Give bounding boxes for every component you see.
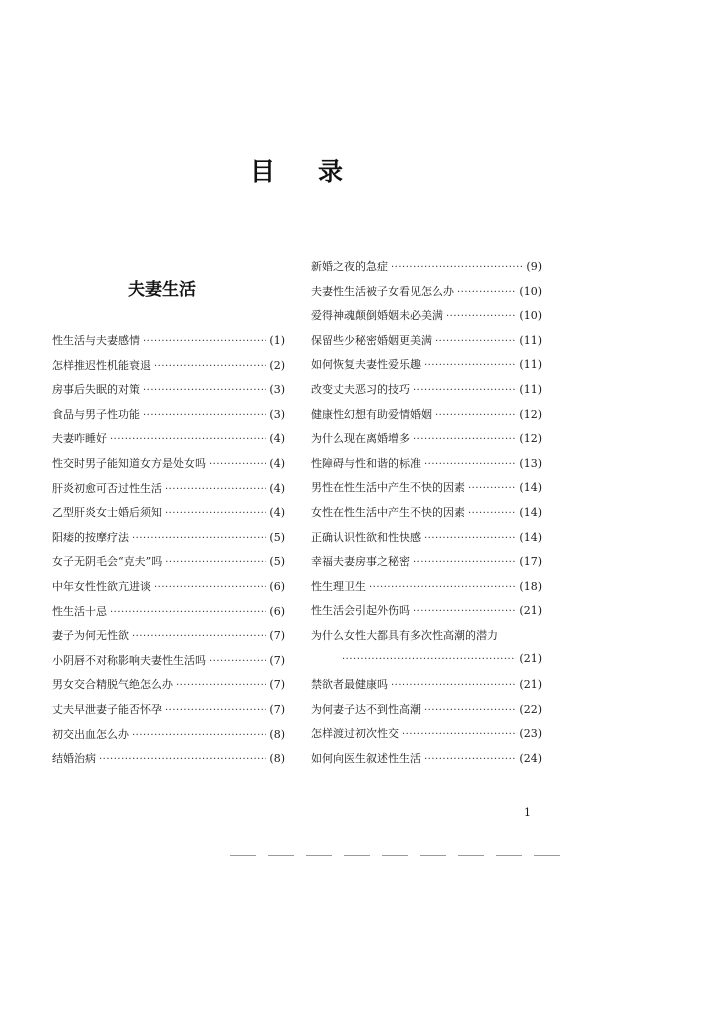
toc-entry[interactable] <box>311 406 542 431</box>
toc-left-column <box>52 332 285 775</box>
toc-entry-page: (18) <box>519 579 542 593</box>
dot-leader <box>402 729 516 740</box>
toc-entry-page: (8) <box>269 727 285 741</box>
toc-entry[interactable] <box>52 406 285 431</box>
dot-leader <box>209 459 266 470</box>
toc-entry-page: (14) <box>519 530 542 544</box>
toc-entry-page: (8) <box>269 752 285 766</box>
toc-entry-label: 房事后失眠的对策 <box>52 383 140 397</box>
toc-entry-label: 性生理卫生 <box>311 579 366 593</box>
dot-leader <box>413 385 516 396</box>
dot-leader <box>143 385 266 396</box>
dot-leader <box>165 508 266 519</box>
toc-entry-label: 保留些少秘密婚姻更美满 <box>311 333 432 347</box>
toc-entry-label: 阳痿的按摩疗法 <box>52 530 129 544</box>
toc-entry-page: (4) <box>269 456 285 470</box>
toc-entry-page: (17) <box>519 555 542 569</box>
toc-entry-page: (22) <box>519 702 542 716</box>
toc-entry-label: 如何恢复夫妻性爱乐趣 <box>311 358 421 372</box>
dot-leader <box>132 533 266 544</box>
toc-right-column <box>311 258 542 774</box>
dot-leader <box>143 410 266 421</box>
toc-entry-label: 夫妻性生活被子女看见怎么办 <box>311 284 454 298</box>
toc-entry-page: (10) <box>519 284 542 298</box>
toc-entry[interactable] <box>311 381 542 406</box>
toc-entry-label: 为什么女性大都具有多次性高潮的潜力 <box>311 628 498 642</box>
toc-entry-page: (11) <box>519 358 542 372</box>
toc-entry-page: (7) <box>269 629 285 643</box>
toc-entry[interactable] <box>52 381 285 406</box>
dot-leader <box>413 606 516 617</box>
toc-entry-label: 性生活会引起外伤吗 <box>311 604 410 618</box>
toc-entry-label: 改变丈夫恶习的技巧 <box>311 382 410 396</box>
toc-entry-continuation[interactable] <box>311 652 542 677</box>
toc-entry-page: (7) <box>269 678 285 692</box>
toc-entry-page: (2) <box>269 358 285 372</box>
toc-entry-page: (12) <box>519 432 542 446</box>
toc-entry-label: 女子无阴毛会“克夫”吗 <box>52 555 163 569</box>
toc-entry-label: 男性在性生活中产生不快的因素 <box>311 481 465 495</box>
dot-leader <box>424 533 516 544</box>
dot-leader <box>110 607 266 618</box>
toc-entry[interactable] <box>311 307 542 332</box>
toc-entry[interactable] <box>311 455 542 480</box>
dot-leader <box>424 360 516 371</box>
dot-leader <box>110 434 266 445</box>
toc-entry[interactable] <box>52 357 285 382</box>
toc-entry-page: (4) <box>269 506 285 520</box>
page-number: 1 <box>524 806 531 819</box>
toc-entry[interactable] <box>311 258 542 283</box>
toc-entry-label: 怎样渡过初次性交 <box>311 727 399 741</box>
dot-leader <box>391 680 516 691</box>
toc-entry-label: 性障碍与性和谐的标准 <box>311 456 421 470</box>
toc-entry-label: 爱得神魂颠倒婚姻未必美满 <box>311 309 443 323</box>
dot-leader <box>342 654 516 665</box>
toc-entry-page: (24) <box>519 751 542 765</box>
toc-entry-page: (6) <box>269 579 285 593</box>
page-title <box>0 152 714 192</box>
toc-entry[interactable] <box>311 504 542 529</box>
toc-entry-page: (3) <box>269 407 285 421</box>
toc-entry[interactable] <box>52 701 285 726</box>
dot-leader <box>457 287 516 298</box>
toc-entry-page: (21) <box>519 678 542 692</box>
toc-entry-label: 丈夫早泄妻子能否怀孕 <box>52 702 162 716</box>
toc-entry-label: 食品与男子性功能 <box>52 407 140 421</box>
toc-entry-label: 小阴唇不对称影响夫妻性生活吗 <box>52 653 206 667</box>
toc-entry-page: (23) <box>519 727 542 741</box>
toc-entry[interactable] <box>311 283 542 308</box>
dot-leader <box>424 705 516 716</box>
dot-leader <box>424 754 516 765</box>
toc-entry-label: 禁欲者最健康吗 <box>311 678 388 692</box>
toc-entry[interactable] <box>52 332 285 357</box>
toc-entry[interactable] <box>311 529 542 554</box>
toc-entry-page: (7) <box>269 653 285 667</box>
toc-entry-label: 中年女性性欲亢进谈 <box>52 579 151 593</box>
dot-leader <box>446 311 516 322</box>
section-heading: 夫妻生活 <box>128 280 196 300</box>
toc-entry[interactable] <box>311 430 542 455</box>
toc-entry[interactable] <box>52 726 285 751</box>
toc-entry-label: 为什么现在离婚增多 <box>311 432 410 446</box>
toc-entry-label: 初交出血怎么办 <box>52 727 129 741</box>
toc-entry-page: (1) <box>269 334 285 347</box>
dot-leader <box>435 336 516 347</box>
toc-entry[interactable] <box>311 479 542 504</box>
dot-leader <box>143 336 266 347</box>
toc-entry[interactable] <box>311 356 542 381</box>
toc-entry-page: (21) <box>519 604 542 618</box>
toc-entry-label: 夫妻咋睡好 <box>52 432 107 446</box>
toc-entry-page: (4) <box>269 481 285 495</box>
dot-leader <box>154 582 266 593</box>
toc-entry-label: 女性在性生活中产生不快的因素 <box>311 505 465 519</box>
dot-leader <box>165 705 266 716</box>
toc-entry-label: 乙型肝炎女士婚后须知 <box>52 506 162 520</box>
toc-entry[interactable] <box>52 455 285 480</box>
toc-entry-label: 结婚治病 <box>52 752 96 766</box>
toc-entry[interactable] <box>52 430 285 455</box>
toc-entry-label: 怎样推迟性机能衰退 <box>52 358 151 372</box>
dot-leader <box>435 410 516 421</box>
dot-leader <box>132 730 266 741</box>
dot-leader <box>176 680 266 691</box>
title-char-1: 目 <box>250 157 276 186</box>
toc-entry-label: 幸福夫妻房事之秘密 <box>311 555 410 569</box>
toc-entry-page: (14) <box>519 505 542 519</box>
toc-entry[interactable] <box>52 652 285 677</box>
toc-entry[interactable] <box>52 603 285 628</box>
toc-entry[interactable] <box>52 504 285 529</box>
toc-entry[interactable] <box>311 553 542 578</box>
toc-entry-page: (5) <box>269 530 285 544</box>
toc-entry-page: (3) <box>269 383 285 397</box>
toc-entry[interactable] <box>52 480 285 505</box>
scan-artifact-line <box>230 855 560 856</box>
toc-entry-page: (11) <box>519 382 542 396</box>
toc-entry[interactable] <box>311 676 542 701</box>
toc-entry-page: (12) <box>519 407 542 421</box>
toc-entry[interactable] <box>52 750 285 775</box>
toc-entry[interactable] <box>311 750 542 775</box>
toc-entry-label: 健康性幻想有助爱情婚姻 <box>311 407 432 421</box>
toc-entry-label: 男女交合精脱气绝怎么办 <box>52 678 173 692</box>
toc-entry-page: (7) <box>269 702 285 716</box>
dot-leader <box>165 557 266 568</box>
toc-entry-page: (13) <box>519 456 542 470</box>
dot-leader <box>413 557 516 568</box>
toc-entry[interactable] <box>311 602 542 627</box>
toc-entry-label: 性生活十忌 <box>52 604 107 618</box>
title-char-2: 录 <box>318 157 344 186</box>
toc-entry-label: 肝炎初愈可否过性生活 <box>52 481 162 495</box>
toc-entry-page: (11) <box>519 333 542 347</box>
toc-entry[interactable] <box>311 578 542 603</box>
dot-leader <box>369 582 516 593</box>
dot-leader <box>468 508 516 519</box>
dot-leader <box>413 434 516 445</box>
toc-entry[interactable] <box>311 701 542 726</box>
dot-leader <box>391 262 523 273</box>
toc-entry-page: (6) <box>269 604 285 618</box>
toc-entry[interactable] <box>311 725 542 750</box>
dot-leader <box>209 656 266 667</box>
toc-entry-page: (5) <box>269 555 285 569</box>
toc-entry[interactable] <box>52 529 285 554</box>
toc-entry[interactable] <box>52 578 285 603</box>
toc-entry-page: (10) <box>519 309 542 323</box>
toc-entry-label: 新婚之夜的急症 <box>311 260 388 273</box>
dot-leader <box>132 631 266 642</box>
toc-entry-heading-line[interactable] <box>311 627 542 652</box>
dot-leader <box>154 361 266 372</box>
toc-entry[interactable] <box>52 627 285 652</box>
dot-leader <box>424 459 516 470</box>
toc-entry-page: (21) <box>519 651 542 665</box>
dot-leader <box>468 483 516 494</box>
toc-entry-page: (9) <box>526 260 542 273</box>
toc-entry-label: 正确认识性欲和性快感 <box>311 530 421 544</box>
dot-leader <box>99 754 266 765</box>
dot-leader <box>165 484 266 495</box>
toc-entry-label: 性生活与夫妻感情 <box>52 334 140 347</box>
toc-entry-label: 性交时男子能知道女方是处女吗 <box>52 456 206 470</box>
toc-entry-label: 为何妻子达不到性高潮 <box>311 702 421 716</box>
toc-entry[interactable] <box>52 553 285 578</box>
toc-entry-label: 如何向医生叙述性生活 <box>311 751 421 765</box>
toc-entry-page: (14) <box>519 481 542 495</box>
toc-entry[interactable] <box>52 676 285 701</box>
toc-entry-page: (4) <box>269 432 285 446</box>
toc-entry[interactable] <box>311 332 542 357</box>
toc-entry-label: 妻子为何无性欲 <box>52 629 129 643</box>
